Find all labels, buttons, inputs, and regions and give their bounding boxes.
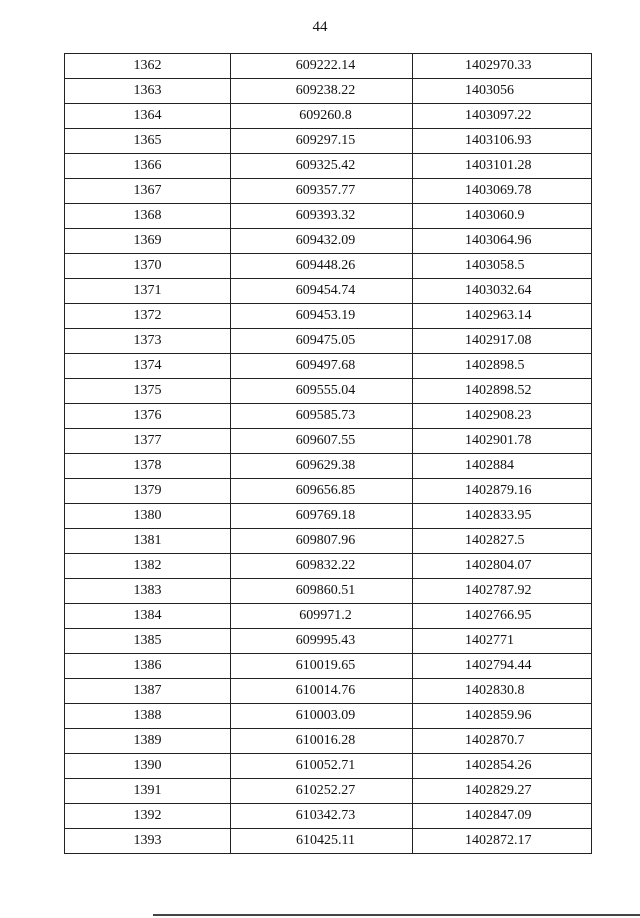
point-number-cell: 1384	[65, 604, 231, 629]
point-number-cell: 1365	[65, 129, 231, 154]
point-number-cell: 1382	[65, 554, 231, 579]
y-coordinate-cell: 1402901.78	[413, 429, 592, 454]
point-number-cell: 1371	[65, 279, 231, 304]
point-number-cell: 1381	[65, 529, 231, 554]
y-coordinate-cell: 1402963.14	[413, 304, 592, 329]
point-number-cell: 1374	[65, 354, 231, 379]
y-coordinate-cell: 1402787.92	[413, 579, 592, 604]
x-coordinate-cell: 609585.73	[231, 404, 413, 429]
coordinates-table	[64, 53, 592, 854]
point-number-cell: 1378	[65, 454, 231, 479]
x-coordinate-cell: 609453.19	[231, 304, 413, 329]
table-row	[65, 254, 592, 279]
point-number-cell: 1372	[65, 304, 231, 329]
table-row	[65, 329, 592, 354]
x-coordinate-cell: 609454.74	[231, 279, 413, 304]
table-row	[65, 454, 592, 479]
point-number-cell: 1383	[65, 579, 231, 604]
x-coordinate-cell: 610252.27	[231, 779, 413, 804]
table-row	[65, 654, 592, 679]
y-coordinate-cell: 1402830.8	[413, 679, 592, 704]
x-coordinate-cell: 609357.77	[231, 179, 413, 204]
y-coordinate-cell: 1402766.95	[413, 604, 592, 629]
x-coordinate-cell: 610019.65	[231, 654, 413, 679]
point-number-cell: 1366	[65, 154, 231, 179]
x-coordinate-cell: 609497.68	[231, 354, 413, 379]
point-number-cell: 1369	[65, 229, 231, 254]
table-row	[65, 554, 592, 579]
y-coordinate-cell: 1403069.78	[413, 179, 592, 204]
x-coordinate-cell: 610016.28	[231, 729, 413, 754]
table-row	[65, 529, 592, 554]
table-row	[65, 79, 592, 104]
y-coordinate-cell: 1402794.44	[413, 654, 592, 679]
y-coordinate-cell: 1403064.96	[413, 229, 592, 254]
point-number-cell: 1386	[65, 654, 231, 679]
x-coordinate-cell: 609629.38	[231, 454, 413, 479]
table-row	[65, 54, 592, 79]
point-number-cell: 1375	[65, 379, 231, 404]
point-number-cell: 1387	[65, 679, 231, 704]
table-row	[65, 504, 592, 529]
coordinates-table-body	[65, 54, 592, 854]
point-number-cell: 1363	[65, 79, 231, 104]
table-row	[65, 829, 592, 854]
x-coordinate-cell: 610052.71	[231, 754, 413, 779]
table-row	[65, 754, 592, 779]
x-coordinate-cell: 609432.09	[231, 229, 413, 254]
x-coordinate-cell: 609860.51	[231, 579, 413, 604]
point-number-cell: 1373	[65, 329, 231, 354]
y-coordinate-cell: 1402872.17	[413, 829, 592, 854]
bottom-rule	[153, 914, 640, 916]
y-coordinate-cell: 1402827.5	[413, 529, 592, 554]
table-row	[65, 704, 592, 729]
x-coordinate-cell: 609656.85	[231, 479, 413, 504]
point-number-cell: 1380	[65, 504, 231, 529]
y-coordinate-cell: 1403032.64	[413, 279, 592, 304]
table-row	[65, 304, 592, 329]
y-coordinate-cell: 1402829.27	[413, 779, 592, 804]
x-coordinate-cell: 609325.42	[231, 154, 413, 179]
y-coordinate-cell: 1402833.95	[413, 504, 592, 529]
point-number-cell: 1379	[65, 479, 231, 504]
x-coordinate-cell: 609807.96	[231, 529, 413, 554]
table-row	[65, 129, 592, 154]
x-coordinate-cell: 609475.05	[231, 329, 413, 354]
point-number-cell: 1393	[65, 829, 231, 854]
y-coordinate-cell: 1403056	[413, 79, 592, 104]
x-coordinate-cell: 609607.55	[231, 429, 413, 454]
x-coordinate-cell: 610003.09	[231, 704, 413, 729]
x-coordinate-cell: 609769.18	[231, 504, 413, 529]
y-coordinate-cell: 1402898.52	[413, 379, 592, 404]
table-row	[65, 404, 592, 429]
y-coordinate-cell: 1402870.7	[413, 729, 592, 754]
x-coordinate-cell: 609448.26	[231, 254, 413, 279]
x-coordinate-cell: 609238.22	[231, 79, 413, 104]
point-number-cell: 1370	[65, 254, 231, 279]
table-row	[65, 229, 592, 254]
x-coordinate-cell: 610425.11	[231, 829, 413, 854]
x-coordinate-cell: 609297.15	[231, 129, 413, 154]
y-coordinate-cell: 1402970.33	[413, 54, 592, 79]
y-coordinate-cell: 1402908.23	[413, 404, 592, 429]
table-row	[65, 604, 592, 629]
point-number-cell: 1367	[65, 179, 231, 204]
y-coordinate-cell: 1402859.96	[413, 704, 592, 729]
table-row	[65, 679, 592, 704]
x-coordinate-cell: 609555.04	[231, 379, 413, 404]
x-coordinate-cell: 609393.32	[231, 204, 413, 229]
table-row	[65, 429, 592, 454]
y-coordinate-cell: 1402898.5	[413, 354, 592, 379]
y-coordinate-cell: 1402804.07	[413, 554, 592, 579]
table-row	[65, 479, 592, 504]
y-coordinate-cell: 1402917.08	[413, 329, 592, 354]
y-coordinate-cell: 1403101.28	[413, 154, 592, 179]
table-row	[65, 104, 592, 129]
table-row	[65, 204, 592, 229]
table-row	[65, 179, 592, 204]
point-number-cell: 1391	[65, 779, 231, 804]
point-number-cell: 1368	[65, 204, 231, 229]
table-row	[65, 629, 592, 654]
point-number-cell: 1390	[65, 754, 231, 779]
table-row	[65, 379, 592, 404]
y-coordinate-cell: 1403060.9	[413, 204, 592, 229]
x-coordinate-cell: 610342.73	[231, 804, 413, 829]
y-coordinate-cell: 1403058.5	[413, 254, 592, 279]
y-coordinate-cell: 1402771	[413, 629, 592, 654]
table-row	[65, 579, 592, 604]
x-coordinate-cell: 609260.8	[231, 104, 413, 129]
table-row	[65, 804, 592, 829]
table-row	[65, 729, 592, 754]
x-coordinate-cell: 609971.2	[231, 604, 413, 629]
point-number-cell: 1389	[65, 729, 231, 754]
table-row	[65, 154, 592, 179]
x-coordinate-cell: 609832.22	[231, 554, 413, 579]
x-coordinate-cell: 610014.76	[231, 679, 413, 704]
y-coordinate-cell: 1402879.16	[413, 479, 592, 504]
point-number-cell: 1385	[65, 629, 231, 654]
y-coordinate-cell: 1403097.22	[413, 104, 592, 129]
x-coordinate-cell: 609222.14	[231, 54, 413, 79]
page-number: 44	[312, 19, 328, 35]
table-row	[65, 354, 592, 379]
y-coordinate-cell: 1402847.09	[413, 804, 592, 829]
x-coordinate-cell: 609995.43	[231, 629, 413, 654]
point-number-cell: 1376	[65, 404, 231, 429]
table-row	[65, 779, 592, 804]
y-coordinate-cell: 1402854.26	[413, 754, 592, 779]
y-coordinate-cell: 1402884	[413, 454, 592, 479]
point-number-cell: 1388	[65, 704, 231, 729]
table-row	[65, 279, 592, 304]
point-number-cell: 1392	[65, 804, 231, 829]
y-coordinate-cell: 1403106.93	[413, 129, 592, 154]
point-number-cell: 1364	[65, 104, 231, 129]
point-number-cell: 1362	[65, 54, 231, 79]
point-number-cell: 1377	[65, 429, 231, 454]
